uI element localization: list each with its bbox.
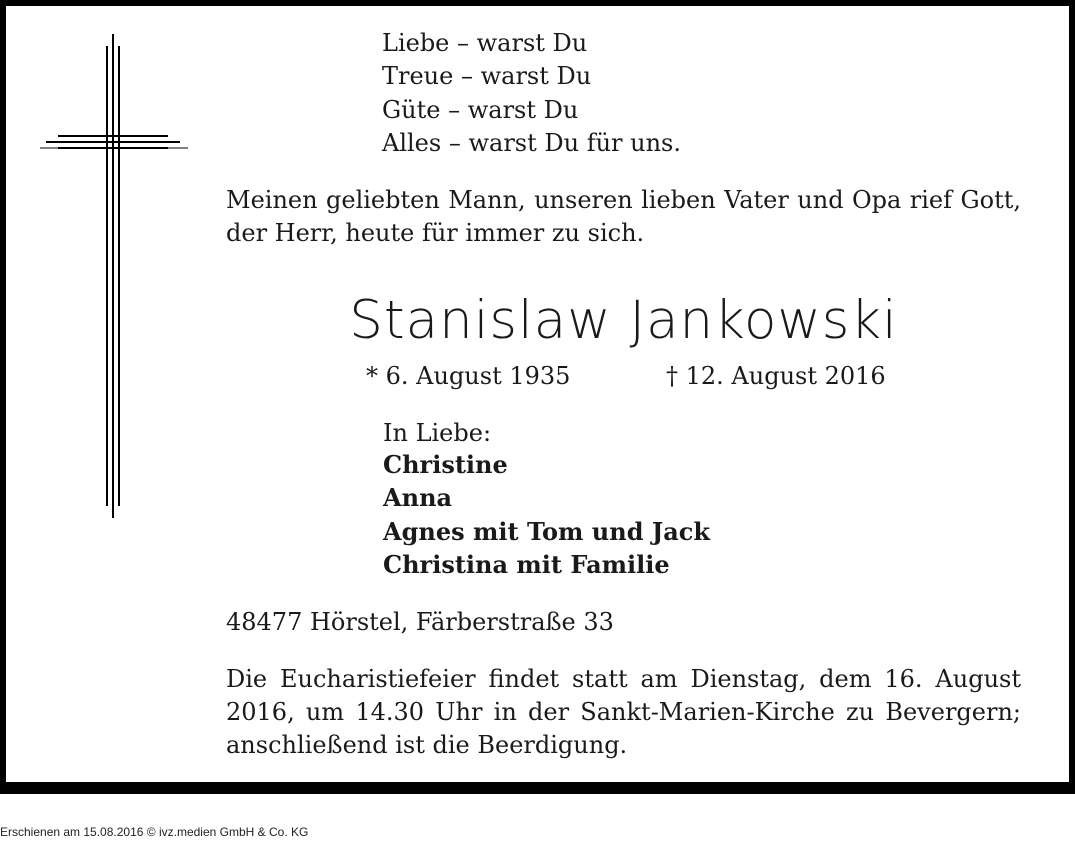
mourner-name: Christina mit Familie <box>383 550 670 579</box>
verse-line-2: Treue – warst Du <box>382 62 592 90</box>
service-info: Die Eucharistiefeier findet statt am Dienstag, dem 16. August 2016, um 14.30 Uhr in der Sankt-Marien-Kirche zu Bevergern; anschließend ist die Beerdigung. <box>226 665 1021 759</box>
intro-text: Meinen geliebten Mann, unseren lieben Vater und Opa rief Gott, der Herr, heute für immer zu sich. <box>226 186 1021 247</box>
mourner-name: Anna <box>383 483 453 512</box>
verse-line-1: Liebe – warst Du <box>382 29 588 57</box>
verse-line-4: Alles – warst Du für uns. <box>382 129 682 157</box>
address: 48477 Hörstel, Färberstraße 33 <box>226 608 614 636</box>
mourner-name: Agnes mit Tom und Jack <box>383 517 710 546</box>
publication-footer: Erschienen am 15.08.2016 © ivz.medien GmbH & Co. KG <box>0 825 309 839</box>
verse-line-3: Güte – warst Du <box>382 96 579 124</box>
mourner-name: Christine <box>383 450 508 479</box>
birth-date: * 6. August 1935 <box>366 362 571 390</box>
deceased-name: Stanislaw Jankowski <box>349 290 898 351</box>
death-date: † 12. August 2016 <box>666 362 886 390</box>
mourners-heading: In Liebe: <box>383 419 492 447</box>
